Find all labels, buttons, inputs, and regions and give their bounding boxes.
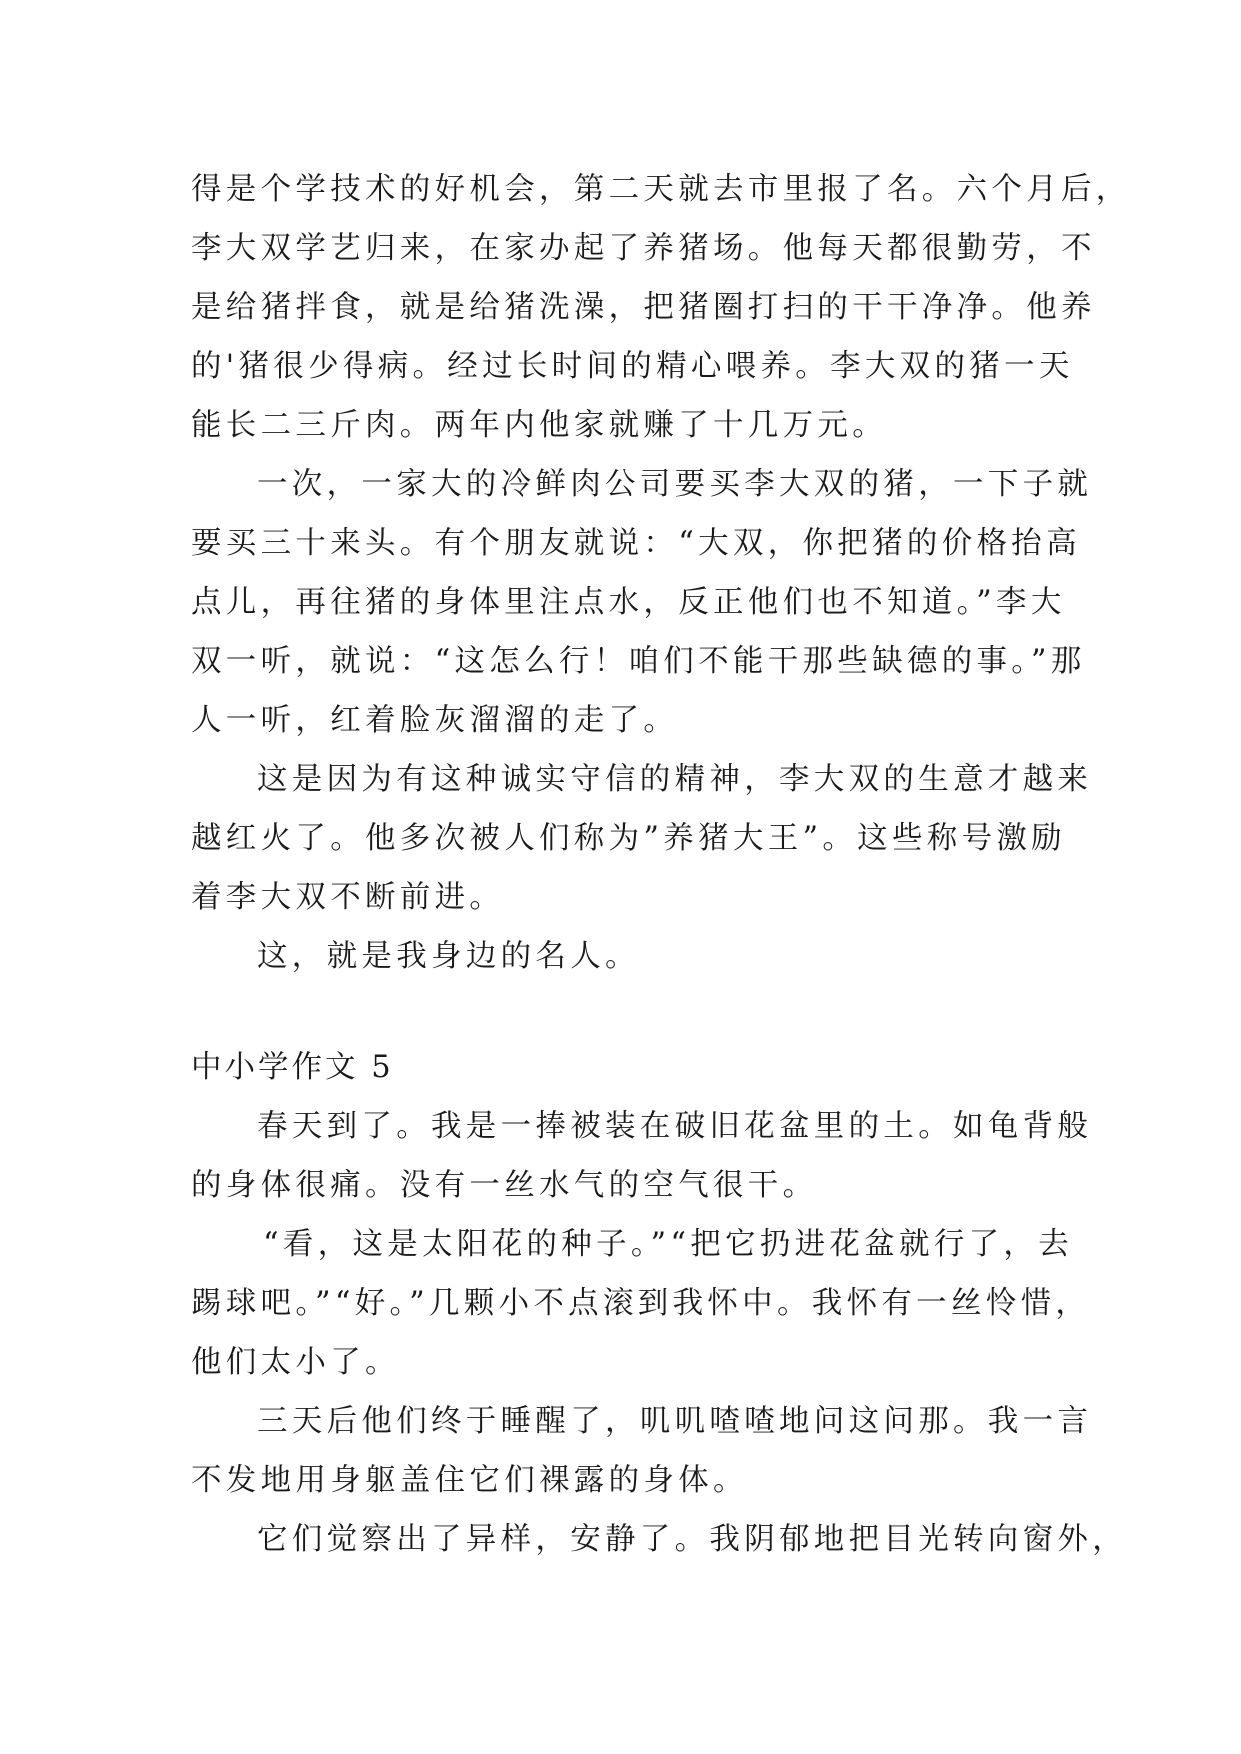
paragraph (191, 1215, 1091, 1392)
paragraph (191, 750, 1093, 927)
text-line: 李大双学艺归来，在家办起了养猪场。他每天都很勤劳，不 (191, 231, 1096, 266)
paragraph (191, 160, 1131, 455)
paragraph (191, 1392, 1093, 1510)
section-heading (191, 1038, 1051, 1097)
text-line: 的'猪很少得病。经过长时间的精心喂养。李大双的猪一天 (191, 349, 1074, 384)
paragraph (191, 1510, 1127, 1569)
text-line: 得是个学技术的好机会，第二天就去市里报了名。六个月后， (191, 172, 1131, 207)
text-line: 春天到了。我是一捧被装在破旧花盆里的土。如龟背般 (257, 1109, 1093, 1144)
paragraph (191, 1097, 1093, 1215)
text-line: 一次，一家大的冷鲜肉公司要买李大双的猪，一下子就 (257, 467, 1093, 502)
text-line: 越红火了。他多次被人们称为”养猪大王”。这些称号激励 (191, 821, 1066, 856)
text-line: 的身体很痛。没有一丝水气的空气很干。 (191, 1168, 818, 1203)
text-line: 这是因为有这种诚实守信的精神，李大双的生意才越来 (257, 762, 1093, 797)
document-body (191, 160, 1131, 1569)
text-line: 着李大双不断前进。 (191, 880, 505, 915)
text-line: 不发地用身躯盖住它们裸露的身体。 (191, 1463, 748, 1498)
text-line: 是给猪拌食，就是给猪洗澡，把猪圈打扫的干干净净。他养 (191, 290, 1096, 325)
text-line: 人一听，红着脸灰溜溜的走了。 (191, 703, 679, 738)
text-line: 三天后他们终于睡醒了，叽叽喳喳地问这问那。我一言 (257, 1404, 1093, 1439)
heading-text: 中小学作文 5 (191, 1050, 394, 1085)
text-line: 这，就是我身边的名人。 (257, 939, 640, 974)
section-gap (191, 986, 1051, 1038)
text-line: 踢球吧。”“好。”几颗小不点滚到我怀中。我怀有一丝怜惜， (191, 1286, 1091, 1321)
text-line: 双一听，就说：“这怎么行！咱们不能干那些缺德的事。”那 (191, 644, 1086, 679)
text-line: 他们太小了。 (191, 1345, 400, 1380)
text-line: 要买三十来头。有个朋友就说：“大双，你把猪的价格抬高 (191, 526, 1081, 561)
text-line: “看，这是太阳花的种子。”“把它扔进花盆就行了，去 (263, 1227, 1074, 1262)
text-line: 点儿，再往猪的身体里注点水，反正他们也不知道。”李大 (191, 585, 1066, 620)
paragraph (191, 455, 1093, 750)
text-line: 能长二三斤肉。两年内他家就赚了十几万元。 (191, 408, 887, 443)
paragraph (191, 927, 1051, 986)
text-line: 它们觉察出了异样，安静了。我阴郁地把目光转向窗外， (257, 1522, 1127, 1557)
